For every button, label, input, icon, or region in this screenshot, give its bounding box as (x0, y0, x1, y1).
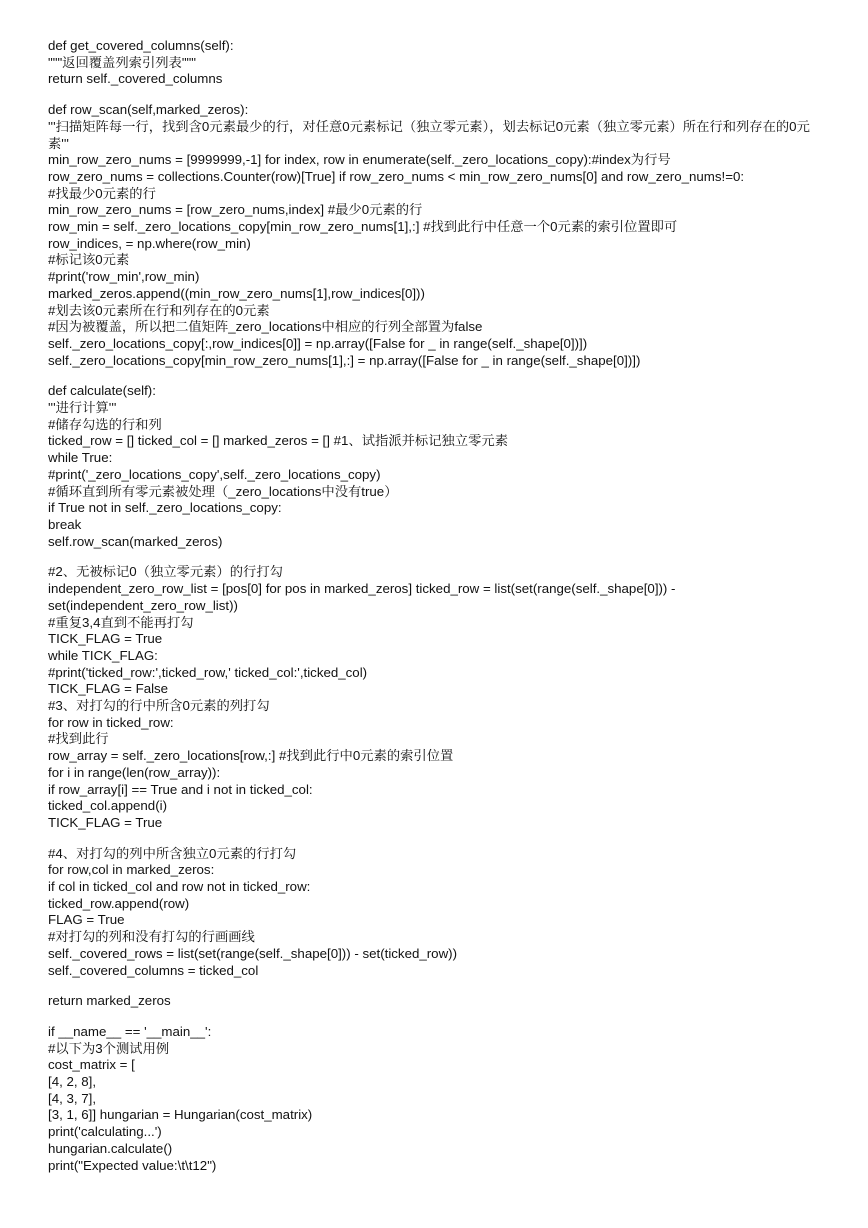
code-line: self._zero_locations_copy[:,row_indices[0]] = np.array([False for _ in range(self._shape[0])]) (48, 335, 588, 351)
code-line: for row,col in marked_zeros: (48, 862, 215, 878)
code-line: self._zero_locations_copy[min_row_zero_nums[1],:] = np.array([False for _ in range(self._shape[0])]) (48, 352, 641, 368)
code-line: independent_zero_row_list = [pos[0] for pos in marked_zeros] ticked_row = list(set(range(self._shape[0])) - set(independent_zero_row_list)) (48, 581, 680, 613)
code-line: self.row_scan(marked_zeros) (48, 533, 223, 549)
code-line: #3、对打勾的行中所含0元素的列打勾 (48, 698, 270, 714)
code-line: def get_covered_columns(self): (48, 38, 234, 53)
code-line: #划去该0元素所在行和列存在的0元素 (48, 302, 270, 318)
code-line: marked_zeros.append((min_row_zero_nums[1],row_indices[0])) (48, 285, 425, 301)
code-line: TICK_FLAG = True (48, 631, 163, 647)
code-line: #2、无被标记0（独立零元素）的行打勾 (48, 564, 283, 580)
code-line: [4, 3, 7], (48, 1090, 97, 1106)
code-line: if True not in self._zero_locations_copy: (48, 500, 282, 516)
code-line: #print('_zero_locations_copy',self._zero_locations_copy) (48, 466, 381, 482)
code-line: row_zero_nums = collections.Counter(row)[True] if row_zero_nums < min_row_zero_nums[0] and row_zero_nums!=0: (48, 168, 745, 184)
code-line: #4、对打勾的列中所含独立0元素的行打勾 (48, 845, 297, 861)
code-line: #print('ticked_row:',ticked_row,' ticked_col:',ticked_col) (48, 664, 368, 680)
code-line: min_row_zero_nums = [9999999,-1] for index, row in enumerate(self._zero_locations_copy):#index为行号 (48, 152, 671, 168)
code-line: #储存勾选的行和列 (48, 416, 162, 432)
code-block (48, 383, 828, 550)
code-line: [4, 2, 8], (48, 1074, 97, 1090)
code-line: TICK_FLAG = False (48, 681, 169, 697)
code-line: #标记该0元素 (48, 252, 130, 268)
code-line: if __name__ == '__main__': (48, 1023, 212, 1039)
code-line: '''扫描矩阵每一行，找到含0元素最少的行，对任意0元素标记（独立零元素），划去标记0元素（独立零元素）所在行和列存在的0元素''' (48, 118, 810, 151)
code-line: for i in range(len(row_array)): (48, 764, 221, 780)
code-block (48, 102, 828, 369)
code-line: if row_array[i] == True and i not in ticked_col: (48, 781, 313, 797)
code-line: #因为被覆盖，所以把二值矩阵_zero_locations中相应的行列全部置为false (48, 319, 483, 335)
code-line: return marked_zeros (48, 993, 171, 1009)
code-line: #循环直到所有零元素被处理（_zero_locations中没有true） (48, 483, 398, 499)
code-line: #重复3,4直到不能再打勾 (48, 614, 194, 630)
code-line: """返回覆盖列索引列表""" (48, 54, 196, 70)
code-line: #找到此行 (48, 731, 109, 747)
code-line: ticked_col.append(i) (48, 798, 168, 814)
code-line: row_min = self._zero_locations_copy[min_row_zero_nums[1],:] #找到此行中任意一个0元素的索引位置即可 (48, 219, 678, 235)
code-line: row_indices, = np.where(row_min) (48, 235, 251, 251)
code-line: cost_matrix = [ (48, 1057, 135, 1073)
code-line: min_row_zero_nums = [row_zero_nums,index] #最少0元素的行 (48, 202, 423, 218)
code-line: print('calculating...') (48, 1124, 162, 1140)
code-line: '''进行计算''' (48, 400, 117, 416)
code-line: return self._covered_columns (48, 71, 223, 87)
code-line: #print('row_min',row_min) (48, 269, 200, 285)
code-line: print("Expected value:\t\t12") (48, 1157, 217, 1173)
code-line: row_array = self._zero_locations[row,:] #找到此行中0元素的索引位置 (48, 748, 454, 764)
code-line: self._covered_rows = list(set(range(self._shape[0])) - set(ticked_row)) (48, 945, 458, 961)
code-line: ticked_row.append(row) (48, 895, 190, 911)
code-line: while True: (48, 450, 113, 466)
code-line: while TICK_FLAG: (48, 647, 158, 663)
code-line: #以下为3个测试用例 (48, 1040, 170, 1056)
code-line: break (48, 516, 82, 532)
code-line: hungarian.calculate() (48, 1140, 173, 1156)
code-line: self._covered_columns = ticked_col (48, 962, 259, 978)
code-line: if col in ticked_col and row not in ticked_row: (48, 879, 311, 895)
code-block (48, 993, 828, 1010)
code-line: [3, 1, 6]] hungarian = Hungarian(cost_matrix) (48, 1107, 313, 1123)
code-line: def calculate(self): (48, 383, 156, 399)
code-block (48, 1024, 828, 1174)
code-document (48, 38, 828, 1188)
code-line: for row in ticked_row: (48, 714, 174, 730)
code-block (48, 38, 828, 88)
code-line: def row_scan(self,marked_zeros): (48, 102, 249, 118)
code-line: #找最少0元素的行 (48, 185, 156, 201)
code-line: ticked_row = [] ticked_col = [] marked_zeros = [] #1、试指派并标记独立零元素 (48, 433, 508, 449)
code-block (48, 564, 828, 831)
code-line: #对打勾的列和没有打勾的行画画线 (48, 929, 255, 945)
code-line: TICK_FLAG = True (48, 814, 163, 830)
code-block (48, 846, 828, 980)
code-line: FLAG = True (48, 912, 125, 928)
